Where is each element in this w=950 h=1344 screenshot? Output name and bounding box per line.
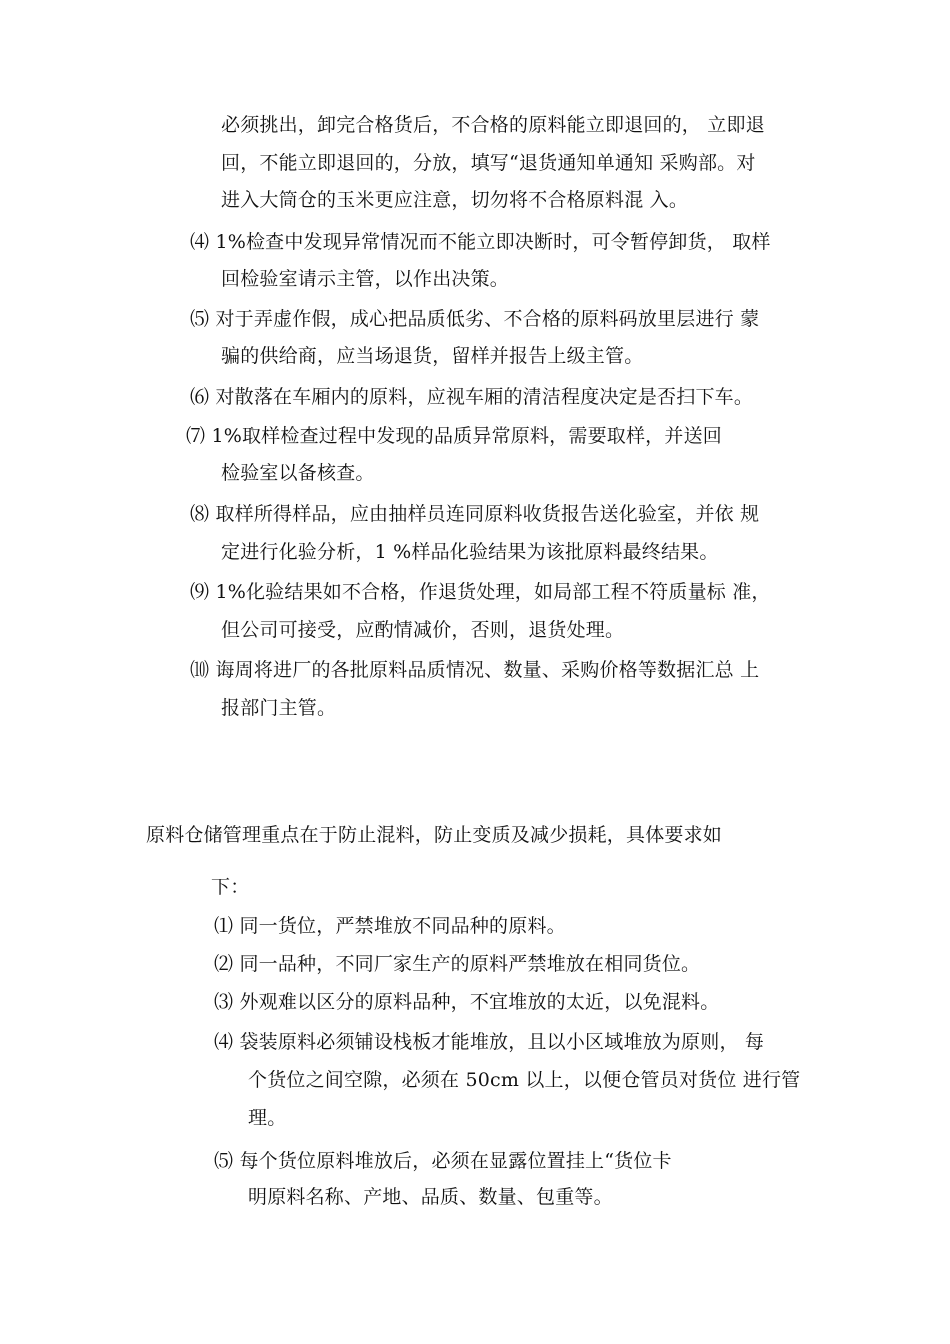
list-item-5: ⑸ 每个货位原料堆放后，必须在显露位置挂上“货位卡 <box>214 1150 672 1172</box>
list-item-4: ⑷ 袋装原料必须铺设栈板才能堆放，且以小区域堆放为原则， 每 <box>214 1031 765 1053</box>
paragraph-line: 明原料名称、产地、品质、数量、包重等。 <box>248 1186 613 1208</box>
paragraph-line: 下： <box>211 876 250 898</box>
list-item-7: ⑺ 1%取样检查过程中发现的品质异常原料，需要取样，并送回 <box>186 425 722 447</box>
list-item-9: ⑼ 1%化验结果如不合格，作退货处理，如局部工程不符质量标 准， <box>190 581 771 603</box>
paragraph-line: 检验室以备核查。 <box>221 462 375 484</box>
list-item-3: ⑶ 外观难以区分的原料品种，不宜堆放的太近，以免混料。 <box>214 991 720 1013</box>
paragraph-line: 报部门主管。 <box>221 697 337 719</box>
paragraph-line: 回检验室请示主管，以作出决策。 <box>221 268 510 290</box>
list-item-5: ⑸ 对于弄虚作假，成心把品质低劣、不合格的原料码放里层进行 蒙 <box>190 308 760 330</box>
list-item-1: ⑴ 同一货位，严禁堆放不同品种的原料。 <box>214 915 566 937</box>
section-intro-line: 原料仓储管理重点在于防止混料，防止变质及减少损耗，具体要求如 <box>146 824 723 846</box>
paragraph-line: 回，不能立即退回的，分放，填写“退货通知单通知 采购部。对 <box>221 152 756 174</box>
paragraph-line: 定进行化验分析，1 %样品化验结果为该批原料最终结果。 <box>221 541 719 563</box>
paragraph-line: 骗的供给商，应当场退货，留样并报告上级主管。 <box>221 345 644 367</box>
paragraph-line: 理。 <box>248 1107 287 1129</box>
list-item-10: ⑽ 诲周将进厂的各批原料品质情况、数量、采购价格等数据汇总 上 <box>190 659 760 681</box>
list-item-8: ⑻ 取样所得样品，应由抽样员连同原料收货报告送化验室，并依 规 <box>190 503 760 525</box>
list-item-6: ⑹ 对散落在车厢内的原料，应视车厢的清洁程度决定是否扫下车。 <box>190 386 754 408</box>
list-item-2: ⑵ 同一品种，不同厂家生产的原料严禁堆放在相同货位。 <box>214 953 701 975</box>
paragraph-line: 必须挑出，卸完合格货后，不合格的原料能立即退回的， 立即退 <box>221 114 765 136</box>
paragraph-line: 但公司可接受，应酌情减价，否则，退货处理。 <box>221 619 625 641</box>
paragraph-line: 个货位之间空隙，必须在 50cm 以上，以便仓管员对货位 进行管 <box>248 1069 801 1091</box>
list-item-4: ⑷ 1%检查中发现异常情况而不能立即决断时，可令暂停卸货， 取样 <box>190 231 771 253</box>
paragraph-line: 进入大筒仓的玉米更应注意，切勿将不合格原料混 入。 <box>221 189 689 211</box>
